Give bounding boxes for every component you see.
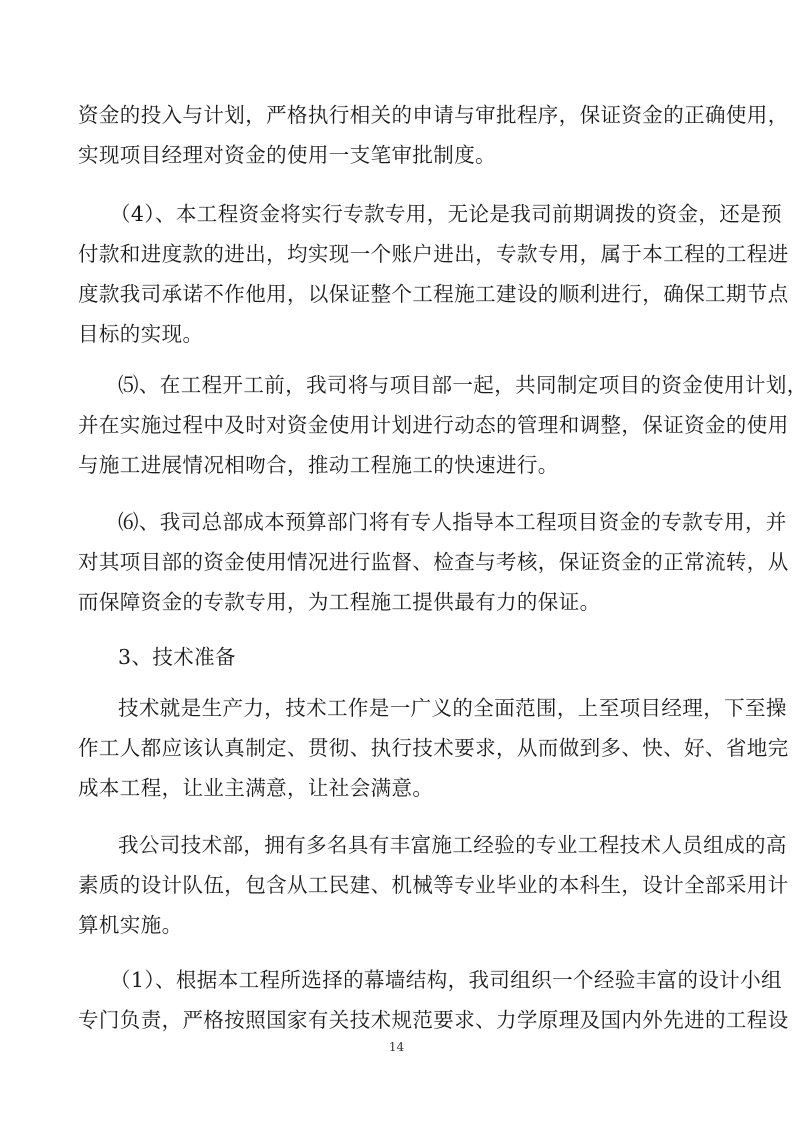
page-number: 14 (388, 1040, 405, 1054)
text-line: （4）、本工程资金将实行专款专用，无论是我司前期调拨的资金，还是预 (110, 202, 782, 226)
section-heading (78, 637, 718, 677)
paragraph-3 (78, 365, 808, 485)
text-line: 专门负责，严格按照国家有关技术规范要求、力学原理及国内外先进的工程设 (78, 1008, 789, 1032)
text-line: 对其项目部的资金使用情况进行监督、检查与考核，保证资金的正常流转，从 (78, 550, 789, 574)
paragraph-6 (78, 688, 789, 808)
heading-line: 3、技术准备 (118, 645, 236, 669)
text-line: 技术就是生产力，技术工作是一广义的全面范围，上至项目经理，下至操 (118, 696, 787, 720)
text-line: 资金的投入与计划，严格执行相关的申请与审批程序，保证资金的正确使用， (78, 103, 789, 127)
text-line: 我公司技术部，拥有多名具有丰富施工经验的专业工程技术人员组成的高 (118, 833, 787, 857)
text-line: 目标的实现。 (78, 322, 204, 346)
paragraph-4 (78, 502, 789, 622)
paragraph-7 (78, 825, 789, 945)
text-line: 算机实施。 (78, 913, 183, 937)
text-line: 成本工程，让业主满意，让社会满意。 (78, 776, 434, 800)
text-line: 作工人都应该认真制定、贯彻、执行技术要求，从而做到多、快、好、省地完 (78, 736, 789, 760)
text-line: 付款和进度款的进出，均实现一个账户进出，专款专用，属于本工程的工程进 (78, 242, 789, 266)
text-line: 并在实施过程中及时对资金使用计划进行动态的管理和调整，保证资金的使用 (78, 413, 789, 437)
text-line: 素质的设计队伍，包含从工民建、机械等专业毕业的本科生，设计全部采用计 (78, 873, 789, 897)
text-line: 与施工进展情况相吻合，推动工程施工的快速进行。 (78, 453, 559, 477)
text-line: 度款我司承诺不作他用，以保证整个工程施工建设的顺利进行，确保工期节点 (78, 282, 789, 306)
paragraph-1 (78, 95, 789, 175)
paragraph-2 (78, 194, 789, 354)
text-line: ⑸、在工程开工前，我司将与项目部一起，共同制定项目的资金使用计划， (118, 373, 808, 397)
text-line: 实现项目经理对资金的使用一支笔审批制度。 (78, 143, 496, 167)
text-line: 而保障资金的专款专用，为工程施工提供最有力的保证。 (78, 590, 601, 614)
text-line: ⑹、我司总部成本预算部门将有专人指导本工程项目资金的专款专用，并 (118, 510, 787, 534)
paragraph-8 (78, 960, 789, 1040)
text-line: （1）、根据本工程所选择的幕墙结构，我司组织一个经验丰富的设计小组 (110, 968, 782, 992)
